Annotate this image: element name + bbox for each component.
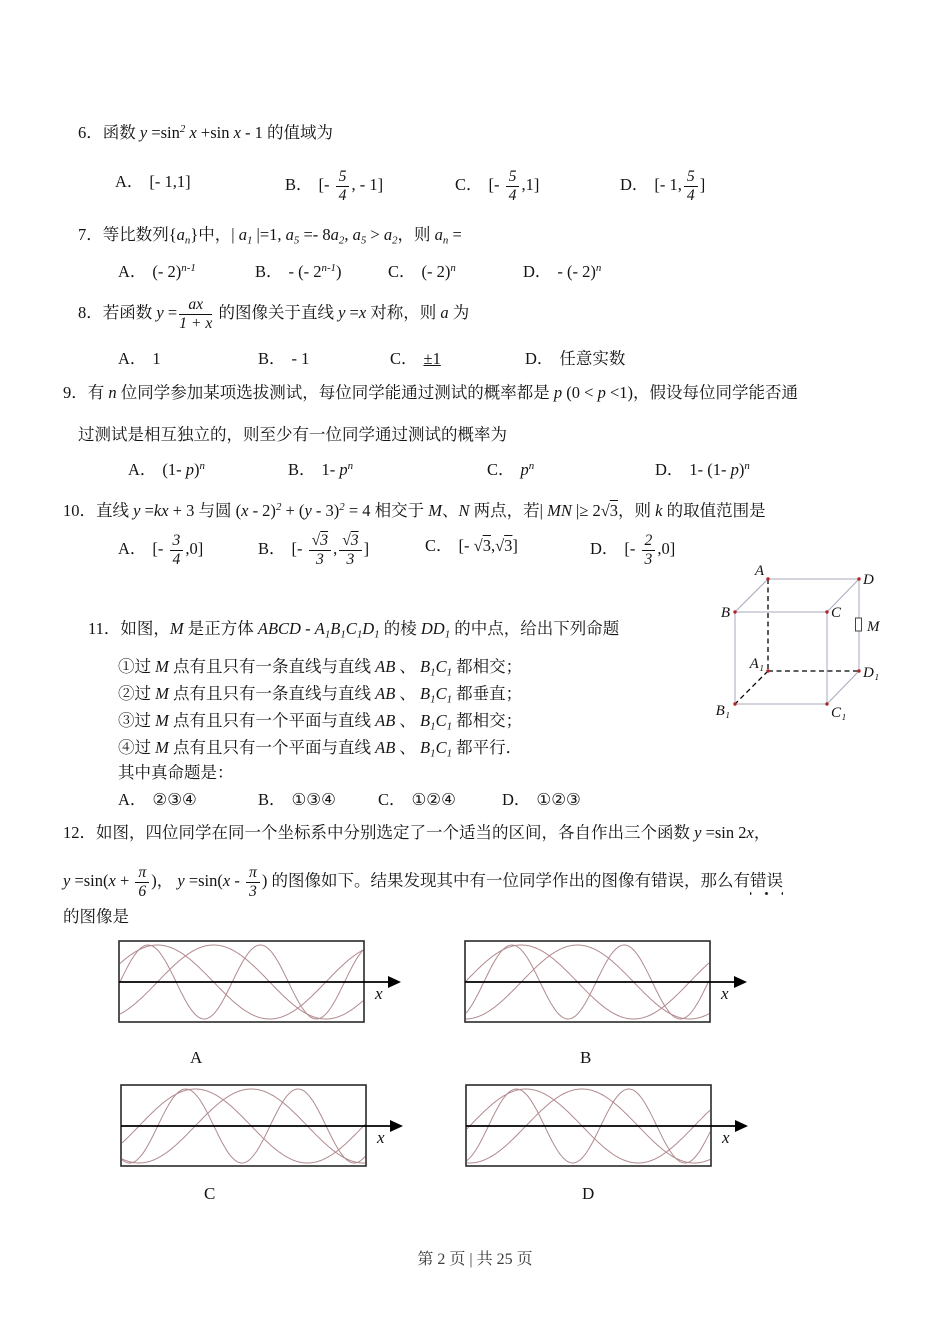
- graph-panel-d: [465, 1084, 765, 1224]
- question-9-stem-line2: 过测试是相互独立的，则至少有一位同学通过测试的概率为: [78, 425, 507, 444]
- question-12-stem-line3: 的图像是: [63, 907, 129, 926]
- panel-label-b: B: [580, 1048, 592, 1067]
- cube-label-a: A: [754, 563, 764, 579]
- panel-label-a: A: [190, 1048, 203, 1067]
- question-10-stem: 10．直线 y =kx + 3 与圆 (x - 2)$^2$ + (y - 3)$^2$ = 4 相交于 M、N 两点，若| MN |≥ 2√3，则 k 的取值范围是: [63, 501, 766, 520]
- question-6-option-c: C． [- $\frac{5}{4}$ ,1]: [455, 168, 540, 204]
- question-11-option-c: C． ①②④: [378, 790, 456, 809]
- question-11-item-2: ②过 M 点有且只有一条直线与直线 AB 、 B1C1 都垂直；: [118, 684, 523, 706]
- panel-label-d: D: [582, 1184, 595, 1203]
- cube-label-c1: C₁: [831, 705, 847, 721]
- question-6-option-b: B． [- $\frac{5}{4}$ , - 1]: [285, 168, 384, 204]
- cube-label-b1: B₁: [715, 703, 730, 719]
- question-7-option-d: D． - (- 2)$^n$: [523, 262, 602, 281]
- question-9-stem-line1: 9．有 n 位同学参加某项选拔测试，每位同学能通过测试的概率都是 p (0 < p <1)，假设每位同学能否通: [63, 383, 798, 402]
- question-12-stem-line1: 12．如图，四位同学在同一个坐标系中分别选定了一个适当的区间，各自作出三个函数 y =sin 2x，: [63, 823, 771, 842]
- x-axis-label: x: [377, 1128, 385, 1147]
- x-axis-label: x: [721, 984, 729, 1003]
- panel-label-c: C: [204, 1184, 216, 1203]
- question-7-option-a: A． (- 2)$^{n-1}$: [118, 262, 196, 281]
- x-axis-label: x: [375, 984, 383, 1003]
- question-12-stem-line2: y =sin(x + $\frac{\pi}{6}$ )， y =sin(x - $\frac{\pi}{3}$ ) 的图像如下。结果发现其中有一位同学作出的图像有错误，那么有错误: [63, 864, 783, 900]
- graph-panel-a: [118, 940, 418, 1080]
- question-9-option-a: A． (1- p)$^n$: [128, 460, 205, 479]
- question-10-option-d: D． [- $\frac{2}{3}$ ,0]: [590, 532, 676, 568]
- cube-svg: [712, 556, 912, 728]
- cube-figure: [712, 556, 912, 728]
- cube-label-m: M: [867, 619, 880, 635]
- question-6-stem: 6．函数 $y =\sin^2$ x +sin x - 1 的值域为: [78, 123, 334, 142]
- question-7-option-c: C． (- 2)$^n$: [388, 262, 456, 281]
- graph-panel-c: [120, 1084, 420, 1224]
- page-footer: 第 2 页 | 共 25 页: [417, 1251, 533, 1268]
- question-11-stem: 11．如图，M 是正方体 ABCD - A1B1C1D1 的棱 DD1 的中点，给出下列命题: [88, 619, 620, 641]
- question-9-option-c: C． $p^n$: [487, 460, 535, 479]
- question-7-stem: 7．等比数列{an}中，| a1 |=1, a5 =- 8a2, a5 > a2，则 an =: [78, 225, 462, 247]
- question-11-option-d: D． ①②③: [502, 790, 581, 809]
- midpoint-marker: [856, 618, 862, 631]
- question-11-item-1: ①过 M 点有且只有一条直线与直线 AB 、 B1C1 都相交；: [118, 657, 523, 679]
- question-10-option-b: B． [- $\frac{√3}{3}$ , $\frac{√3}{3}$ ]: [258, 532, 370, 568]
- question-7-option-b: B． - (- 2$^{n-1}$): [255, 262, 342, 281]
- cube-label-c: C: [831, 605, 842, 621]
- question-8-option-d: D． 任意实数: [525, 349, 626, 368]
- question-9-option-b: B． 1- $p^n$: [288, 460, 354, 479]
- cube-label-a1: A₁: [749, 656, 764, 672]
- question-11-conclusion: 其中真命题是：: [118, 763, 234, 782]
- question-8-option-b: B． - 1: [258, 349, 310, 368]
- plot-c: [120, 1084, 412, 1168]
- question-9-option-d: D． 1- (1- p)$^n$: [655, 460, 750, 479]
- plot-a: [118, 940, 410, 1024]
- cube-label-d: D: [863, 572, 874, 588]
- question-10-option-c: C． [- √3,√3]: [425, 536, 518, 555]
- question-11-option-a: A． ②③④: [118, 790, 197, 809]
- question-6-option-a: A． [- 1,1]: [115, 172, 191, 191]
- plot-b: [464, 940, 756, 1024]
- cube-label-d1: D₁: [863, 665, 880, 681]
- question-8-option-a: A． 1: [118, 349, 161, 368]
- question-8-stem: 8．若函数 y = $\frac{ax}{1 + x}$ 的图像关于直线 y =x 对称，则 a 为: [78, 296, 470, 332]
- graph-panel-b: [464, 940, 764, 1080]
- question-8-option-c: C． ±1: [390, 349, 441, 368]
- x-axis-label: x: [722, 1128, 730, 1147]
- question-11-option-b: B． ①③④: [258, 790, 336, 809]
- plot-d: [465, 1084, 757, 1168]
- question-10-option-a: A． [- $\frac{3}{4}$ ,0]: [118, 532, 204, 568]
- question-11-item-4: ④过 M 点有且只有一个平面与直线 AB 、 B1C1 都平行．: [118, 738, 523, 760]
- question-6-option-d: D． [- 1, $\frac{5}{4}$ ]: [620, 168, 706, 204]
- question-11-item-3: ③过 M 点有且只有一个平面与直线 AB 、 B1C1 都相交；: [118, 711, 523, 733]
- cube-label-b: B: [720, 605, 730, 621]
